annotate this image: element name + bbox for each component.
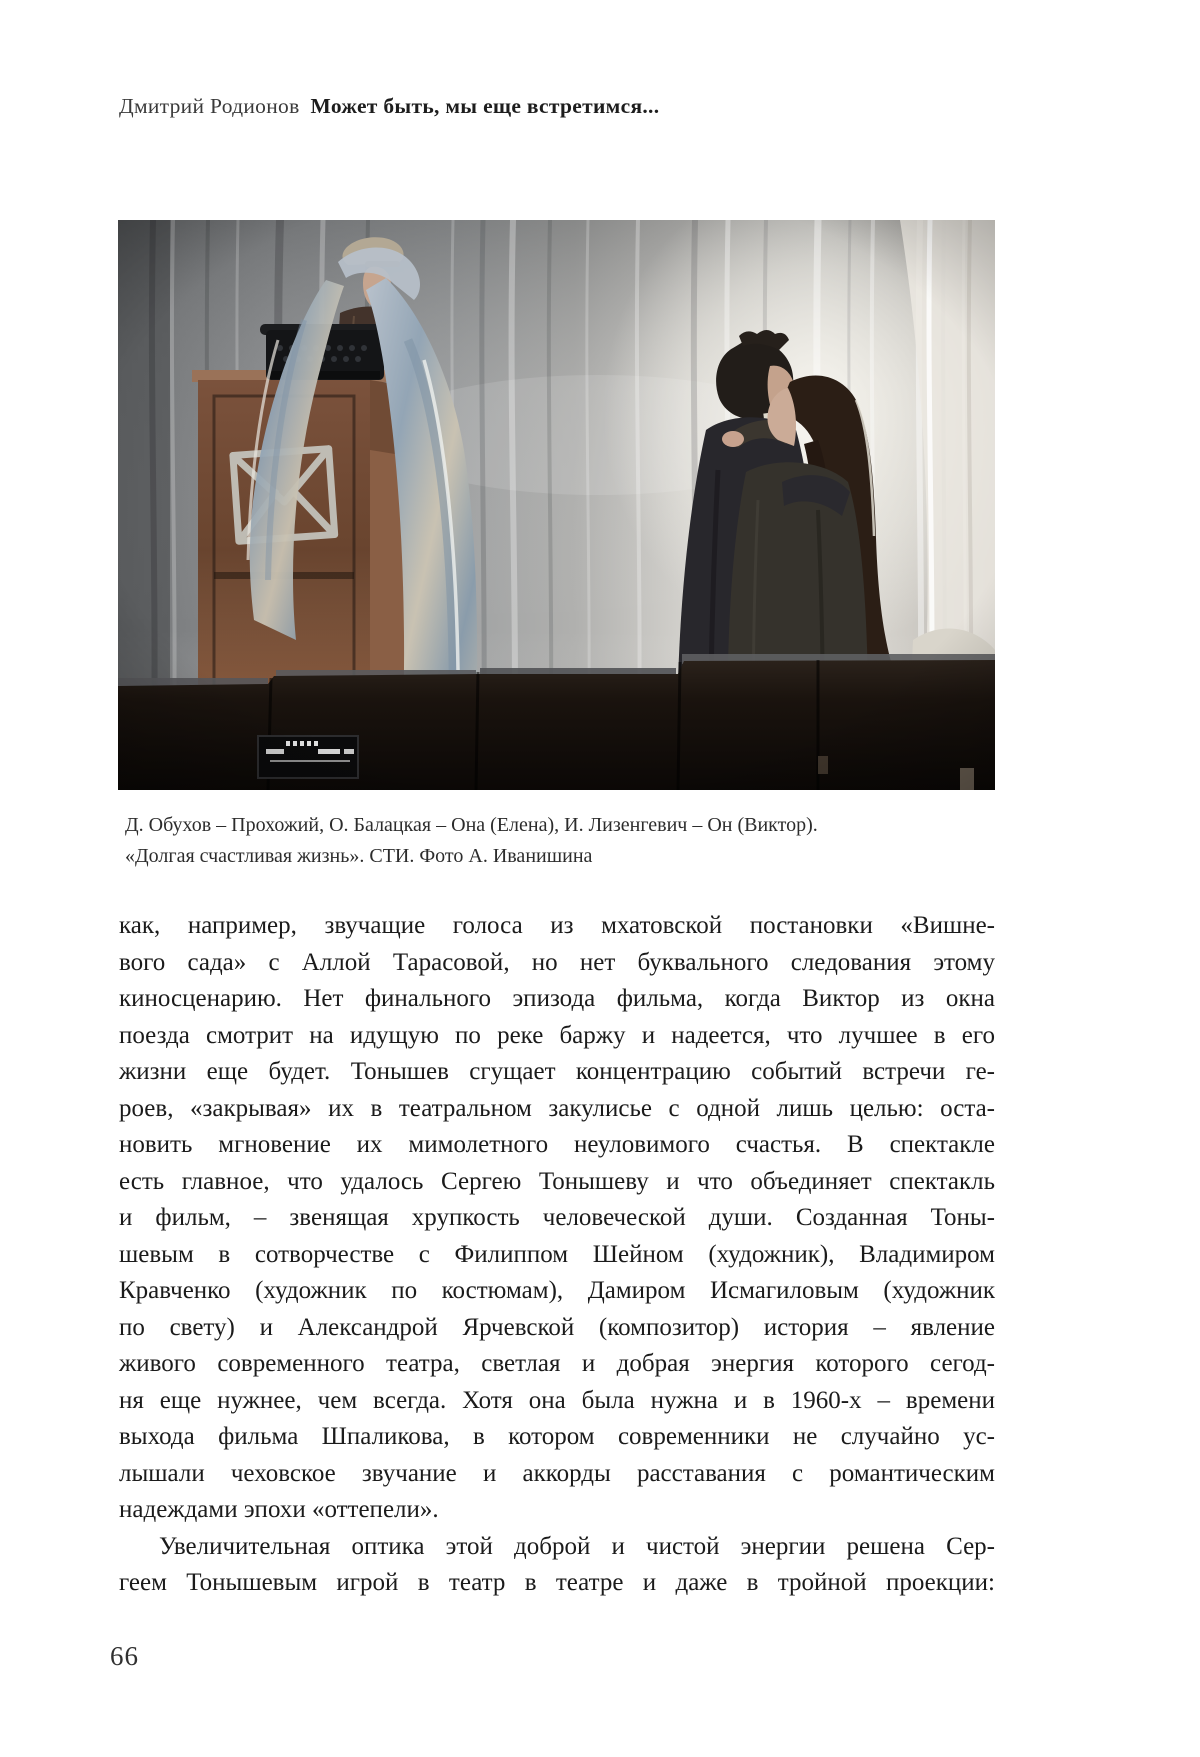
caption-line: Д. Обухов – Прохожий, О. Балацкая – Она (Елена), И. Лизенгевич – Он (Виктор).	[125, 814, 818, 836]
book-title: Может быть, мы еще встретимся...	[310, 94, 660, 118]
body-text-line: по свету) и Александрой Ярчевской (композитор) история – явление	[119, 1313, 995, 1341]
body-text-line: геем Тонышевым игрой в театр в театре и даже в тройной проекции:	[119, 1569, 995, 1596]
body-text-line: шевым в сотворчестве с Филиппом Шейном (художник), Владимиром	[119, 1240, 995, 1268]
running-head	[119, 94, 659, 119]
body-text-line: надеждами эпохи «оттепели».	[119, 1496, 439, 1523]
body-text	[119, 908, 995, 1602]
body-text-line: есть главное, что удалось Сергею Тонышеву и что объединяет спектакль	[119, 1167, 995, 1195]
page-number: 66	[110, 1641, 139, 1671]
body-text-line: поезда смотрит на идущую по реке баржу и надеется, что лучшее в его	[119, 1021, 995, 1049]
body-text-line: Кравченко (художник по костюмам), Дамиром Исмагиловым (художник	[119, 1277, 995, 1304]
body-text-line: как, например, звучащие голоса из мхатовской постановки «Вишне-	[119, 912, 995, 939]
stage-photo	[118, 220, 995, 790]
body-text-line: и фильм, – звенящая хрупкость человеческой души. Созданная Тоны-	[119, 1204, 995, 1231]
body-text-line: лышали чеховское звучание и аккорды расставания с романтическим	[119, 1459, 995, 1487]
body-text-line: живого современного театра, светлая и добрая энергия которого сегод-	[119, 1350, 995, 1377]
body-text-line: ня еще нужнее, чем всегда. Хотя она была нужна и в 1960-х – времени	[119, 1386, 995, 1414]
body-text-line: новить мгновение их мимолетного неуловимого счастья. В спектакле	[119, 1131, 995, 1158]
author-name: Дмитрий Родионов	[119, 94, 300, 118]
body-text-line: Увеличительная оптика этой доброй и чистой энергии решена Сер-	[159, 1532, 995, 1560]
body-text-line: роев, «закрывая» их в театральном закулисье с одной лишь целью: оста-	[119, 1094, 995, 1122]
body-text-line: вого сада» с Аллой Тарасовой, но нет буквального следования этому	[119, 948, 995, 976]
caption-line: «Долгая счастливая жизнь». СТИ. Фото А. Иванишина	[125, 844, 593, 867]
body-text-line: жизни еще будет. Тонышев сгущает концентрацию событий встречи ге-	[119, 1058, 995, 1085]
body-text-line: выхода фильма Шпаликова, в котором современники не случайно ус-	[119, 1423, 995, 1450]
photo-caption	[125, 810, 987, 871]
stage-photo-art	[118, 220, 995, 790]
body-text-line: киносценарию. Нет финального эпизода фильма, когда Виктор из окна	[119, 985, 995, 1012]
